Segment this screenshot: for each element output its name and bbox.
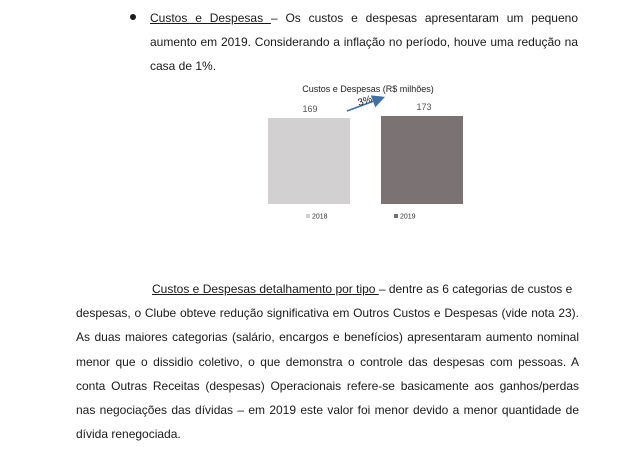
chart-title: Custos e Despesas (R$ milhões) [302,84,434,94]
value-label-2019: 173 [416,102,432,112]
legend-swatch-2018 [306,214,310,218]
value-label-2018: 169 [302,104,318,115]
costs-chart-svg [256,80,480,230]
bullet-text: – Os custos e despesas apresentaram um pequeno aumento em 2019. Considerando a inflação no período, houve uma redução na casa de 1%. [150,11,578,74]
legend-label-2019: 2019 [400,213,416,221]
bar-2019 [381,116,463,204]
bar-2018 [268,118,350,204]
legend-swatch-2019 [394,214,398,218]
costs-chart [256,80,480,230]
section-first-line: – dentre as 6 categorias de custos e [378,282,573,296]
growth-annotation: 3% [356,93,374,109]
bullet-title: Custos e Despesas [150,11,271,25]
legend-label-2018: 2018 [312,213,328,221]
section-title: Custos e Despesas detalhamento por tipo [152,282,379,296]
section-text: despesas, o Clube obteve redução significativa em Outros Custos e Despesas (vide nota 23). As duas maiores categorias (salário, encargos e benefícios) apresentaram aumento nominal menor que o dissidio coletivo, o que demonstra o controle das despesas com pessoas. A conta Outras Receitas (despesas) Operacionais refere-se basicamente aos ganhos/perdas nas negociações das dívidas – em 2019 este valor foi menor devido a menor quantidade de dívida renegociada. [76,306,579,442]
detail-paragraph [76,277,579,446]
bullet-icon [130,14,136,20]
bullet-paragraph [150,6,578,79]
